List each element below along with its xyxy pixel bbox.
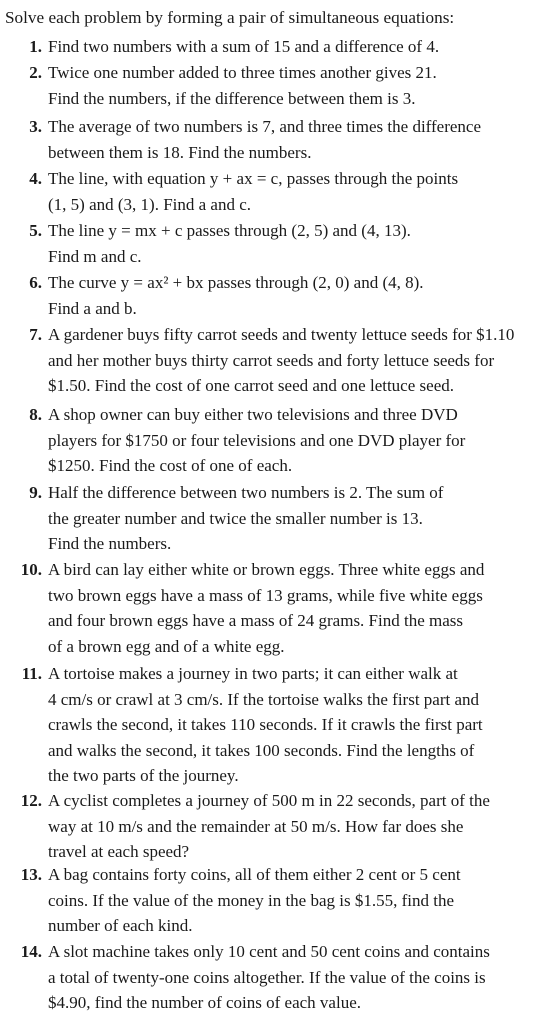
problem-text-line: $1.50. Find the cost of one carrot seed and one lettuce seed. — [48, 376, 454, 395]
problem-item — [0, 60, 538, 111]
problem-text-line: and her mother buys thirty carrot seeds and forty lettuce seeds for — [48, 350, 495, 370]
problem-item — [0, 661, 538, 789]
problem-number: 7. — [29, 325, 42, 344]
problem-text-line: Find m and c. — [48, 246, 142, 266]
problem-text-line: $4.90, find the number of coins of each value. — [48, 993, 361, 1012]
problem-item — [0, 270, 538, 321]
worksheet-heading: Solve each problem by forming a pair of simultaneous equations: — [5, 8, 455, 27]
problem-number: 13. — [20, 865, 42, 884]
problem-text-line: A gardener buys fifty carrot seeds and twenty lettuce seeds for $1.10 — [48, 325, 515, 344]
problem-text-line: crawls the second, it takes 110 seconds. If it crawls the first part — [48, 715, 483, 734]
problem-text-line: two brown eggs have a mass of 13 grams, while five white eggs — [48, 585, 483, 605]
problem-text-line: A bag contains forty coins, all of them either 2 cent or 5 cent — [48, 865, 461, 884]
problem-text-line: between them is 18. Find the numbers. — [48, 142, 312, 162]
problem-text-line: Find two numbers with a sum of 15 and a difference of 4. — [48, 37, 440, 56]
problem-number: 11. — [21, 664, 42, 683]
problem-text-line: travel at each speed? — [48, 842, 190, 861]
problem-text-line: A shop owner can buy either two televisions and three DVD — [48, 405, 458, 424]
problem-number: 12. — [20, 791, 42, 810]
problem-number: 2. — [29, 63, 42, 82]
problem-text-line: $1250. Find the cost of one of each. — [48, 456, 293, 475]
problem-number: 5. — [29, 221, 42, 240]
problem-item — [0, 557, 538, 659]
problem-text-line: players for $1750 or four televisions and one DVD player for — [48, 430, 466, 450]
problem-text-line: A cyclist completes a journey of 500 m in 22 seconds, part of the — [48, 791, 490, 810]
problem-text-line: Find the numbers, if the difference between them is 3. — [48, 88, 416, 108]
problem-item — [0, 939, 538, 1016]
problem-text-line: coins. If the value of the money in the bag is $1.55, find the — [48, 890, 455, 910]
problem-item — [0, 788, 538, 865]
problem-text-line: and four brown eggs have a mass of 24 grams. Find the mass — [48, 611, 464, 630]
problem-item — [0, 402, 538, 479]
problem-text-line: of a brown egg and of a white egg. — [48, 636, 285, 656]
problem-text-line: A bird can lay either white or brown eggs. Three white eggs and — [48, 560, 485, 579]
problem-item — [0, 322, 538, 399]
problem-text-line: Find a and b. — [48, 298, 137, 318]
problem-number: 9. — [29, 483, 42, 502]
problem-item — [0, 166, 538, 217]
problem-text-line: the two parts of the journey. — [48, 766, 239, 785]
problem-text-line: and walks the second, it takes 100 seconds. Find the lengths of — [48, 740, 475, 760]
problem-number: 14. — [20, 942, 42, 961]
problem-text-line: A slot machine takes only 10 cent and 50 cent coins and contains — [48, 942, 490, 961]
problem-text-line: A tortoise makes a journey in two parts; it can either walk at — [48, 664, 458, 683]
problem-text-line: Find the numbers. — [48, 534, 172, 553]
problem-number: 1. — [29, 37, 42, 56]
problem-text-line: The average of two numbers is 7, and three times the difference — [48, 117, 482, 136]
problem-text-line: The line y = mx + c passes through (2, 5) and (4, 13). — [48, 221, 411, 240]
problem-number: 6. — [29, 273, 42, 292]
problem-text-line: (1, 5) and (3, 1). Find a and c. — [48, 194, 252, 214]
problem-text-line: The curve y = ax² + bx passes through (2, 0) and (4, 8). — [48, 273, 424, 292]
problem-text-line: a total of twenty-one coins altogether. If the value of the coins is — [48, 967, 486, 987]
problem-text-line: Half the difference between two numbers is 2. The sum of — [48, 483, 444, 502]
problem-text-line: The line, with equation y + ax = c, passes through the points — [48, 169, 459, 188]
problem-item — [0, 862, 538, 939]
problem-text-line: way at 10 m/s and the remainder at 50 m/s. How far does she — [48, 816, 464, 836]
problem-item — [0, 218, 538, 269]
problem-number: 10. — [20, 560, 42, 579]
problem-text-line: number of each kind. — [48, 916, 193, 935]
problem-number: 4. — [29, 169, 42, 188]
problem-number: 3. — [29, 117, 42, 136]
problem-item — [0, 114, 538, 165]
problem-item — [0, 480, 538, 557]
problem-text-line: Twice one number added to three times another gives 21. — [48, 63, 437, 82]
problem-text-line: 4 cm/s or crawl at 3 cm/s. If the tortoise walks the first part and — [48, 689, 480, 709]
problem-number: 8. — [29, 405, 42, 424]
problem-text-line: the greater number and twice the smaller number is 13. — [48, 508, 423, 528]
problem-item — [0, 34, 538, 60]
